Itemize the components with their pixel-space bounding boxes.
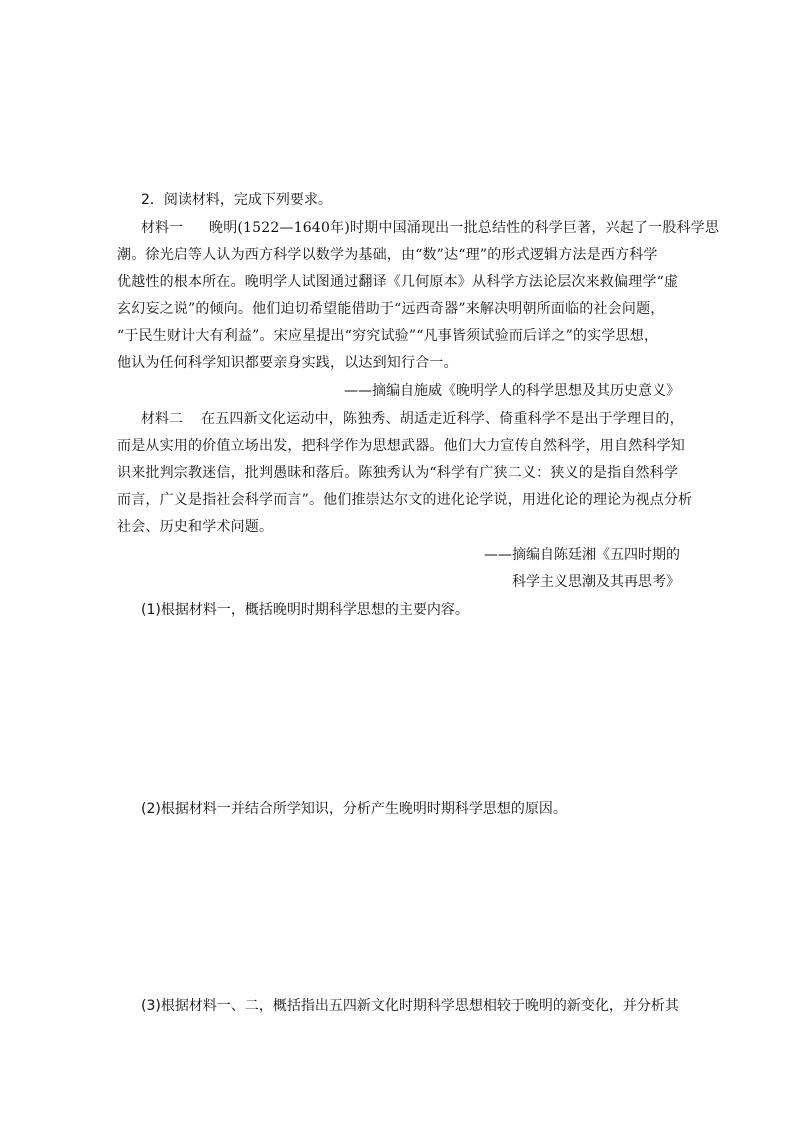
material2-line: 社会、历史和学术问题。 [117,519,274,535]
material1-line: 优越性的根本所在。晚明学人试图通过翻译《几何原本》从科学方法论层次来救偏理学“虚 [117,274,679,290]
material1-line: 潮。徐光启等人认为西方科学以数学为基础，由“数”达“理”的形式逻辑方法是西方科学 [117,247,658,263]
material1-source: ——摘编自施威《晚明学人的科学思想及其历史意义》 [344,383,680,399]
material1-line: 他认为任何科学知识都要亲身实践，以达到知行合一。 [117,355,458,371]
material2-first-line [141,410,684,428]
material2-line: 而言，广义是指社会科学而言”。他们推崇达尔文的进化论学说，用进化论的理论为视点分析 [117,492,693,508]
material1-first-line [141,219,719,237]
material2-source-line2: 科学主义思潮及其再思考》 [512,574,680,590]
question-heading: 2．阅读材料，完成下列要求。 [141,192,332,208]
material1-label: 材料一 [141,220,183,236]
material1-line: 玄幻妄之说”的倾向。他们迫切希望能借助于“远西奇器”来解决明朝所面临的社会问题， [117,301,665,317]
sub-question-2: (2)根据材料一并结合所学知识，分析产生晚明时期科学思想的原因。 [141,801,567,817]
material2-line: 而是从实用的价值立场出发，把科学作为思想武器。他们大力宣传自然科学，用自然科学知 [117,438,685,454]
sub-question-1: (1)根据材料一，概括晚明时期科学思想的主要内容。 [141,602,469,618]
material2-line: 在五四新文化运动中，陈独秀、胡适走近科学、倚重科学不是出于学理目的， [201,411,684,427]
material2-label: 材料二 [141,411,183,427]
material1-line: 晚明(1522—1640年)时期中国涌现出一批总结性的科学巨著，兴起了一股科学思 [209,220,720,236]
material1-line: “于民生财计大有利益”。宋应星提出“穷究试验”“凡事皆须试验而后详之”的实学思想， [117,328,659,344]
sub-question-3: (3)根据材料一、二，概括指出五四新文化时期科学思想相较于晚明的新变化，并分析其 [141,998,679,1014]
material2-source-line1: ——摘编自陈廷湘《五四时期的 [484,547,680,563]
material2-line: 识来批判宗教迷信，批判愚昧和落后。陈独秀认为“科学有广狭二义：狭义的是指自然科学 [117,465,679,481]
